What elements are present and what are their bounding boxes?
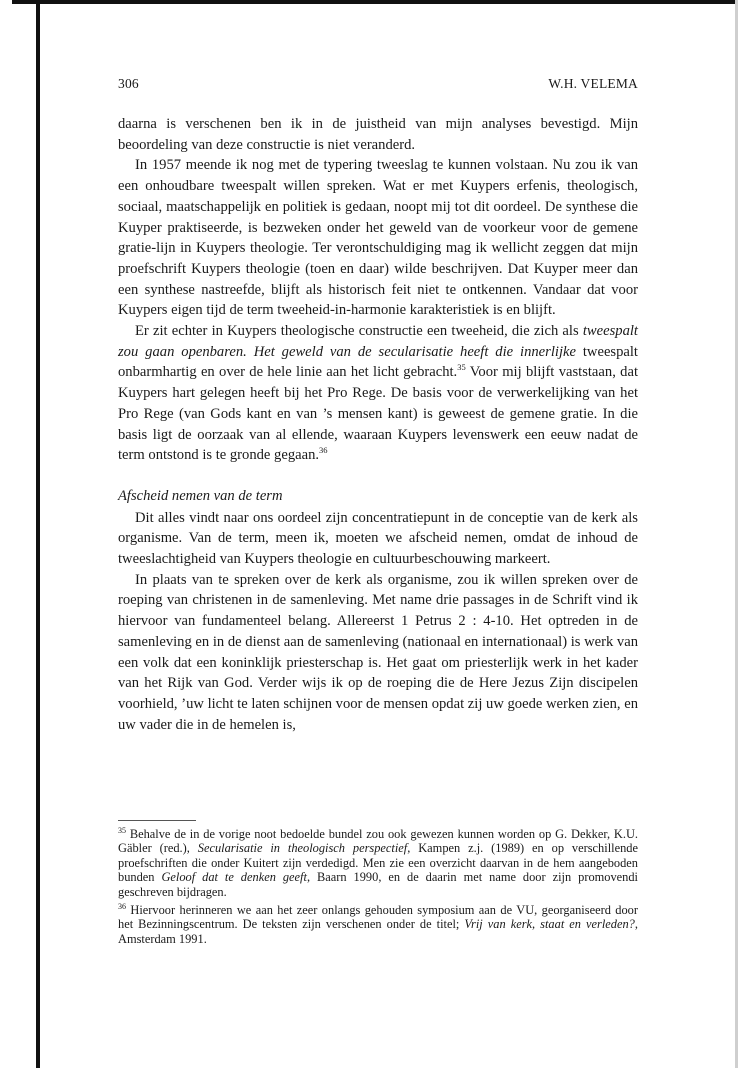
running-head (118, 76, 638, 98)
scan-border-top (12, 0, 738, 4)
page-content (118, 76, 638, 735)
paragraph-1: daarna is verschenen ben ik in de juistheid van mijn analyses bevestigd. Mijn beoordeling van deze constructie is niet veranderd. (118, 116, 638, 153)
footnote-ref-36[interactable]: 36 (319, 445, 328, 456)
footnote-35-text-c: , Baarn 1990, en de daarin met name door zijn promovendi geschreven bijdragen. (118, 870, 638, 899)
footnote-ref-35[interactable]: 35 (457, 362, 466, 373)
scan-border-left (36, 4, 40, 1068)
section-heading: Afscheid nemen van de term (118, 487, 283, 504)
footnote-35-title: Secularisatie in theologisch perspectief (197, 841, 408, 856)
footnote-35 (118, 827, 638, 899)
footnote-35-title-2: Geloof dat te denken geeft (161, 870, 307, 885)
paragraph-3-part-a: Er zit echter in Kuypers theologische constructie een tweeheid, die zich als (135, 323, 579, 340)
footnote-separator (118, 820, 196, 821)
footnote-36-number: 36 (118, 902, 126, 912)
paragraph-2: In 1957 meende ik nog met de typering tweeslag te kunnen volstaan. Nu zou ik van een onhoudbare tweespalt willen spreken. Wat er met Kuypers erfenis, theologisch, sociaal, maatschappelijk en politiek is gedaan, noopt mij tot dit oordeel. De synthese die Kuyper praktiseerde, is bezweken onder het geweld van de voorkeur voor de gemene gratie-lijn in Kuypers theologie. Ter verontschuldiging mag ik wellicht zeggen dat mijn proefschrift Kuypers theologie (toen en daar) wilde beschrijven. Dat Kuyper meer dan een synthese nastreefde, blijft als historisch feit niet te ontkennen. Vandaar dat voor Kuypers eigen tijd de term tweeheid-in-harmonie karakteristiek is en blijft. (118, 157, 638, 319)
footnote-36 (118, 903, 638, 946)
paragraph-3-part-c: tweespalt onbarmhartig en over de hele linie aan het licht gebracht. (118, 343, 638, 381)
paragraph-4: Dit alles vindt naar ons oordeel zijn concentratiepunt in de conceptie van de kerk als organisme. Van de term, meen ik, moeten we afscheid nemen, omdat de inhoud de tweeslachtigheid van Kuypers theologie en cultuurbeschouwing markeert. (118, 509, 638, 568)
footnote-35-text-a: Behalve de in de vorige noot bedoelde bundel zou ook gewezen kunnen worden op G. Dekker, K.U. Gäbler (red.), (118, 827, 638, 856)
footnote-36-text-a: Hiervoor herinneren we aan het zeer onlangs gehouden symposium aan de VU, georganiseerd door het Bezinningscentrum. De teksten zijn verschenen onder de titel; (118, 903, 638, 932)
footnote-35-text-b: , Kampen z.j. (1989) en op verschillende proefschriften die onder Kuitert zijn verdedigd. Men zie een overzicht daarvan in de hem aangeboden bunden (118, 841, 638, 885)
paragraph-5: In plaats van te spreken over de kerk als organisme, zou ik willen spreken over de roeping van christenen in de samenleving. Met name drie passages in de Schrift vind ik hiervoor van fundamenteel belang. Allereerst 1 Petrus 2 : 4-10. Het optreden in de samenleving en in de dienst aan de samenleving (nationaal en internationaal) is werk van een volk dat een koninklijk priesterschap is. Het gaat om priesterlijk werk in het kader van het Rijk van God. Verder wijs ik op de roeping die de Here Jezus Zijn discipelen voorhield, ’uw licht te laten schijnen voor de mensen opdat zij uw goede werken zien, en uw vader die in de hemelen is, (118, 571, 638, 733)
paragraph-3-italic: tweespalt zou gaan openbaren. Het geweld van de secularisatie heeft die innerlijke (118, 323, 638, 360)
footnotes (118, 827, 638, 950)
page-number: 306 (118, 76, 139, 91)
footnote-35-number: 35 (118, 826, 126, 835)
body-text (118, 114, 638, 735)
paragraph-3-part-d: Voor mij blijft vaststaan, dat Kuypers hart gelegen heeft bij het Pro Rege. De basis voor de verwerkelijking van het Pro Rege (van Gods kant en van ’s mensen kant) is geweest de gemene gratie. In die basis ligt de oorzaak van al ellende, waaraan Kuypers levenswerk een eeuw nadat de term ontstond is te gronde gegaan. (118, 364, 638, 464)
footnote-36-text-b: , Amsterdam 1991. (118, 917, 638, 946)
footnote-36-title: Vrij van kerk, staat en verleden? (464, 917, 635, 932)
paragraph-3 (118, 321, 638, 466)
running-head-author: W.H. VELEMA (548, 76, 638, 91)
